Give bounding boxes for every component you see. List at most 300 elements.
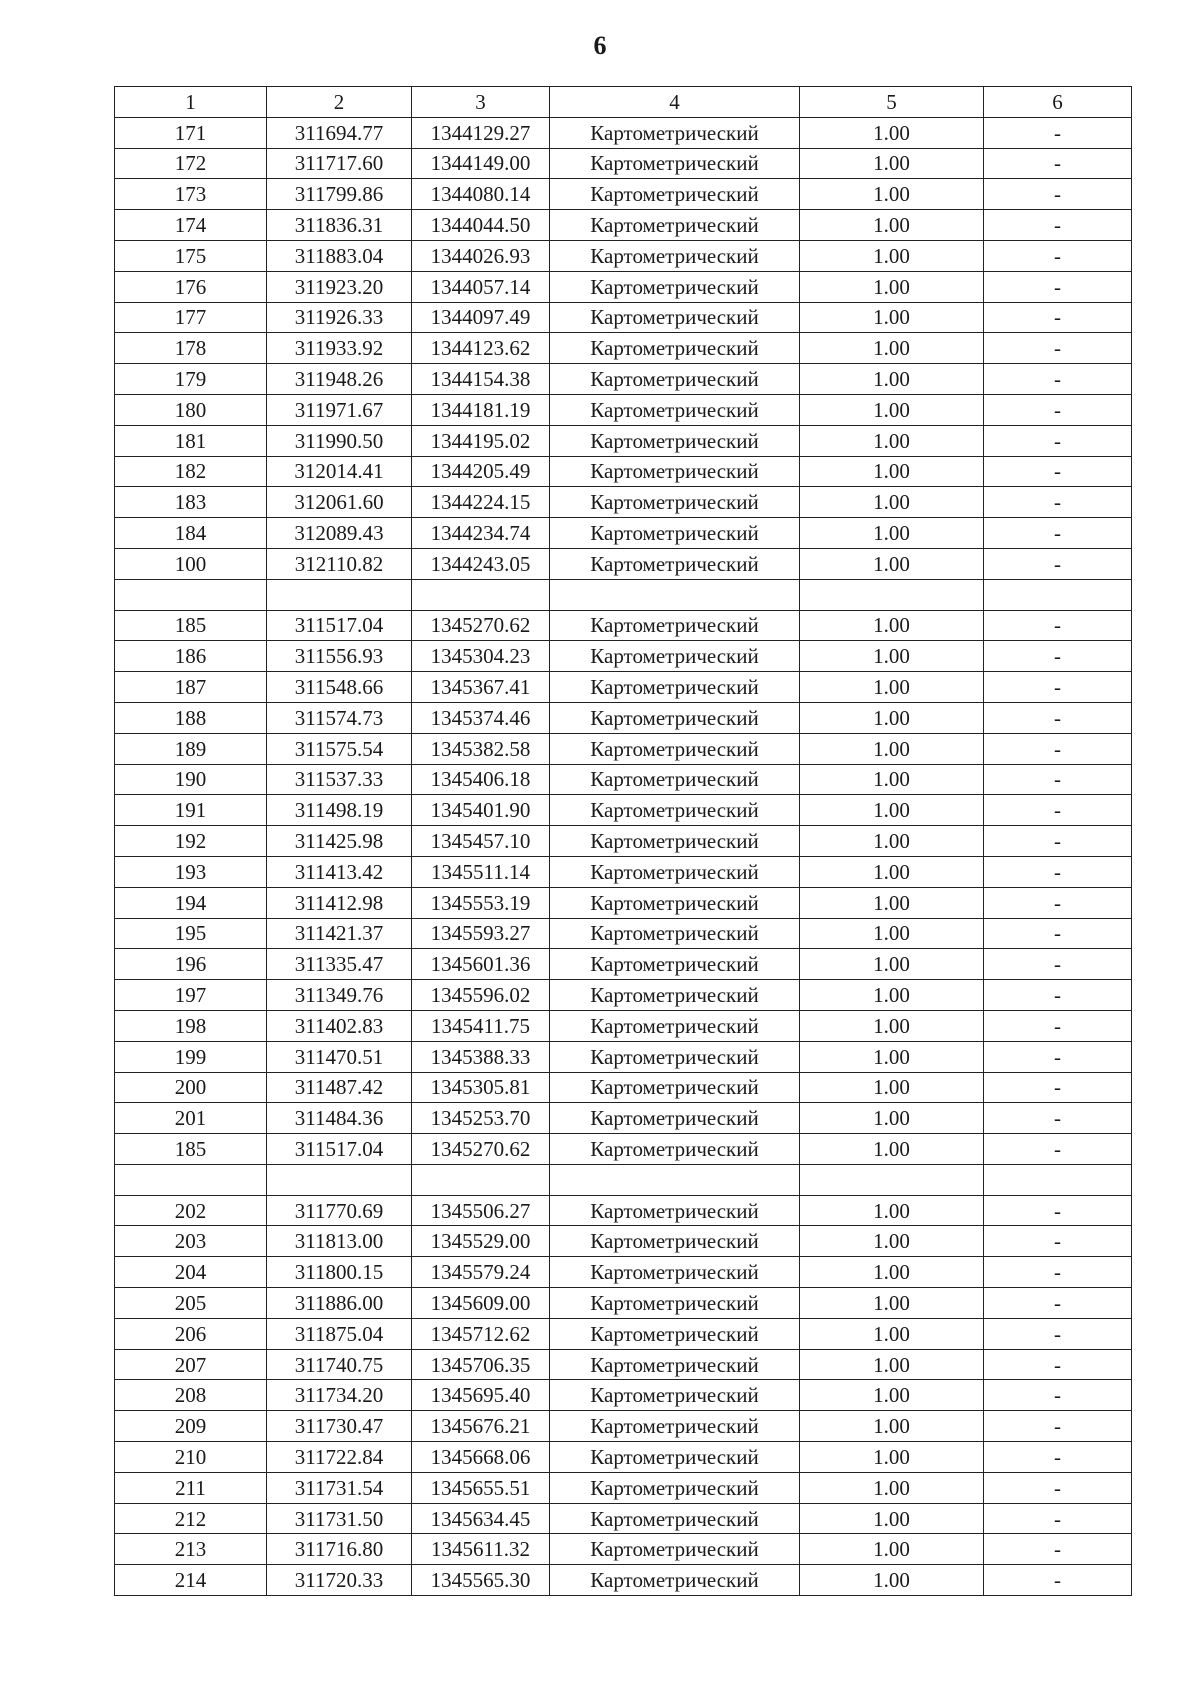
accuracy-cell: 1.00 [800, 733, 984, 764]
method-cell: Картометрический [550, 949, 800, 980]
table-row [115, 672, 1132, 703]
y-coordinate-cell: 1345596.02 [412, 980, 550, 1011]
table-header [115, 87, 1132, 118]
table-row [115, 1318, 1132, 1349]
y-coordinate-cell: 1344243.05 [412, 548, 550, 579]
note-cell: - [984, 1257, 1132, 1288]
point-number-cell: 171 [115, 117, 267, 148]
column-header: 4 [550, 87, 800, 118]
note-cell: - [984, 610, 1132, 641]
point-number-cell: 175 [115, 240, 267, 271]
x-coordinate-cell: 311484.36 [267, 1103, 412, 1134]
note-cell: - [984, 1288, 1132, 1319]
x-coordinate-cell: 311730.47 [267, 1411, 412, 1442]
y-coordinate-cell: 1344195.02 [412, 425, 550, 456]
method-cell: Картометрический [550, 733, 800, 764]
table-row [115, 364, 1132, 395]
y-coordinate-cell: 1345676.21 [412, 1411, 550, 1442]
y-coordinate-cell: 1345655.51 [412, 1472, 550, 1503]
note-cell: - [984, 333, 1132, 364]
table-row [115, 795, 1132, 826]
table-row [115, 826, 1132, 857]
method-cell: Картометрический [550, 394, 800, 425]
table-row [115, 1534, 1132, 1565]
x-coordinate-cell: 312061.60 [267, 487, 412, 518]
note-cell: - [984, 1442, 1132, 1473]
y-coordinate-cell: 1345457.10 [412, 826, 550, 857]
point-number-cell: 197 [115, 980, 267, 1011]
method-cell: Картометрический [550, 887, 800, 918]
table-row [115, 1041, 1132, 1072]
point-number-cell: 203 [115, 1226, 267, 1257]
y-coordinate-cell: 1344080.14 [412, 179, 550, 210]
accuracy-cell: 1.00 [800, 425, 984, 456]
table-row [115, 1349, 1132, 1380]
note-cell: - [984, 1041, 1132, 1072]
table-row [115, 487, 1132, 518]
table-row [115, 1472, 1132, 1503]
table-row [115, 117, 1132, 148]
table-row [115, 702, 1132, 733]
point-number-cell: 100 [115, 548, 267, 579]
column-header: 3 [412, 87, 550, 118]
method-cell: Картометрический [550, 364, 800, 395]
table-row [115, 394, 1132, 425]
accuracy-cell [800, 579, 984, 610]
x-coordinate-cell: 311722.84 [267, 1442, 412, 1473]
x-coordinate-cell: 311556.93 [267, 641, 412, 672]
note-cell: - [984, 795, 1132, 826]
x-coordinate-cell: 311813.00 [267, 1226, 412, 1257]
x-coordinate-cell: 311875.04 [267, 1318, 412, 1349]
y-coordinate-cell: 1344181.19 [412, 394, 550, 425]
x-coordinate-cell [267, 1164, 412, 1195]
table-row [115, 1226, 1132, 1257]
table-row [115, 1134, 1132, 1165]
point-number-cell: 189 [115, 733, 267, 764]
x-coordinate-cell: 311923.20 [267, 271, 412, 302]
x-coordinate-cell: 311425.98 [267, 826, 412, 857]
y-coordinate-cell: 1345382.58 [412, 733, 550, 764]
method-cell: Картометрический [550, 240, 800, 271]
x-coordinate-cell: 311990.50 [267, 425, 412, 456]
table-row [115, 210, 1132, 241]
table-row [115, 179, 1132, 210]
note-cell: - [984, 1472, 1132, 1503]
point-number-cell: 185 [115, 1134, 267, 1165]
y-coordinate-cell: 1345634.45 [412, 1503, 550, 1534]
method-cell: Картометрический [550, 1288, 800, 1319]
column-header: 5 [800, 87, 984, 118]
y-coordinate-cell: 1345553.19 [412, 887, 550, 918]
y-coordinate-cell: 1345601.36 [412, 949, 550, 980]
note-cell: - [984, 980, 1132, 1011]
method-cell: Картометрический [550, 641, 800, 672]
note-cell [984, 1164, 1132, 1195]
y-coordinate-cell: 1344154.38 [412, 364, 550, 395]
x-coordinate-cell: 311799.86 [267, 179, 412, 210]
x-coordinate-cell: 311933.92 [267, 333, 412, 364]
point-number-cell: 178 [115, 333, 267, 364]
method-cell: Картометрический [550, 1411, 800, 1442]
accuracy-cell: 1.00 [800, 1318, 984, 1349]
point-number-cell: 182 [115, 456, 267, 487]
x-coordinate-cell: 311770.69 [267, 1195, 412, 1226]
method-cell: Картометрический [550, 425, 800, 456]
point-number-cell: 209 [115, 1411, 267, 1442]
note-cell: - [984, 672, 1132, 703]
point-number-cell: 179 [115, 364, 267, 395]
table-row [115, 1380, 1132, 1411]
y-coordinate-cell: 1345411.75 [412, 1010, 550, 1041]
page-number: 6 [593, 31, 607, 60]
y-coordinate-cell: 1345406.18 [412, 764, 550, 795]
method-cell: Картометрический [550, 856, 800, 887]
method-cell: Картометрический [550, 1380, 800, 1411]
note-cell: - [984, 1349, 1132, 1380]
x-coordinate-cell: 311575.54 [267, 733, 412, 764]
note-cell: - [984, 1411, 1132, 1442]
method-cell: Картометрический [550, 795, 800, 826]
accuracy-cell: 1.00 [800, 1534, 984, 1565]
accuracy-cell: 1.00 [800, 702, 984, 733]
x-coordinate-cell: 311402.83 [267, 1010, 412, 1041]
table-row [115, 579, 1132, 610]
y-coordinate-cell: 1345511.14 [412, 856, 550, 887]
x-coordinate-cell: 311335.47 [267, 949, 412, 980]
method-cell: Картометрический [550, 826, 800, 857]
column-header: 2 [267, 87, 412, 118]
x-coordinate-cell: 311517.04 [267, 610, 412, 641]
point-number-cell: 199 [115, 1041, 267, 1072]
method-cell [550, 579, 800, 610]
column-header: 6 [984, 87, 1132, 118]
x-coordinate-cell: 311537.33 [267, 764, 412, 795]
point-number-cell: 194 [115, 887, 267, 918]
table-row [115, 271, 1132, 302]
y-coordinate-cell: 1345253.70 [412, 1103, 550, 1134]
point-number-cell: 196 [115, 949, 267, 980]
x-coordinate-cell: 312110.82 [267, 548, 412, 579]
accuracy-cell: 1.00 [800, 333, 984, 364]
point-number-cell: 186 [115, 641, 267, 672]
point-number-cell: 195 [115, 918, 267, 949]
method-cell: Картометрический [550, 702, 800, 733]
accuracy-cell: 1.00 [800, 672, 984, 703]
point-number-cell: 180 [115, 394, 267, 425]
table-row [115, 764, 1132, 795]
x-coordinate-cell: 311716.80 [267, 1534, 412, 1565]
accuracy-cell: 1.00 [800, 117, 984, 148]
note-cell: - [984, 456, 1132, 487]
x-coordinate-cell: 311948.26 [267, 364, 412, 395]
accuracy-cell: 1.00 [800, 271, 984, 302]
coordinates-table [114, 86, 1132, 1596]
accuracy-cell: 1.00 [800, 179, 984, 210]
note-cell: - [984, 856, 1132, 887]
y-coordinate-cell: 1345305.81 [412, 1072, 550, 1103]
method-cell: Картометрический [550, 548, 800, 579]
accuracy-cell: 1.00 [800, 148, 984, 179]
y-coordinate-cell: 1344123.62 [412, 333, 550, 364]
method-cell: Картометрический [550, 271, 800, 302]
accuracy-cell: 1.00 [800, 302, 984, 333]
y-coordinate-cell [412, 579, 550, 610]
y-coordinate-cell: 1344057.14 [412, 271, 550, 302]
point-number-cell: 206 [115, 1318, 267, 1349]
accuracy-cell: 1.00 [800, 1072, 984, 1103]
x-coordinate-cell: 311734.20 [267, 1380, 412, 1411]
table-row [115, 240, 1132, 271]
y-coordinate-cell: 1344129.27 [412, 117, 550, 148]
table-row [115, 610, 1132, 641]
table-row [115, 1195, 1132, 1226]
point-number-cell: 213 [115, 1534, 267, 1565]
x-coordinate-cell: 311883.04 [267, 240, 412, 271]
method-cell: Картометрический [550, 1010, 800, 1041]
accuracy-cell: 1.00 [800, 364, 984, 395]
point-number-cell: 192 [115, 826, 267, 857]
accuracy-cell: 1.00 [800, 548, 984, 579]
table-row [115, 1565, 1132, 1596]
accuracy-cell: 1.00 [800, 1565, 984, 1596]
note-cell: - [984, 1134, 1132, 1165]
x-coordinate-cell: 311731.50 [267, 1503, 412, 1534]
point-number-cell: 202 [115, 1195, 267, 1226]
table-row [115, 425, 1132, 456]
table-row [115, 1072, 1132, 1103]
x-coordinate-cell: 311720.33 [267, 1565, 412, 1596]
point-number-cell: 176 [115, 271, 267, 302]
point-number-cell: 173 [115, 179, 267, 210]
table-row [115, 1411, 1132, 1442]
y-coordinate-cell: 1345579.24 [412, 1257, 550, 1288]
y-coordinate-cell: 1345706.35 [412, 1349, 550, 1380]
note-cell: - [984, 148, 1132, 179]
note-cell: - [984, 1195, 1132, 1226]
method-cell: Картометрический [550, 764, 800, 795]
x-coordinate-cell: 311886.00 [267, 1288, 412, 1319]
table-row [115, 918, 1132, 949]
method-cell: Картометрический [550, 148, 800, 179]
x-coordinate-cell: 311836.31 [267, 210, 412, 241]
method-cell: Картометрический [550, 1072, 800, 1103]
accuracy-cell: 1.00 [800, 1103, 984, 1134]
method-cell: Картометрический [550, 980, 800, 1011]
note-cell: - [984, 518, 1132, 549]
y-coordinate-cell: 1344205.49 [412, 456, 550, 487]
method-cell: Картометрический [550, 1318, 800, 1349]
accuracy-cell: 1.00 [800, 887, 984, 918]
point-number-cell: 177 [115, 302, 267, 333]
table-body [115, 117, 1132, 1595]
note-cell: - [984, 210, 1132, 241]
table-row [115, 1442, 1132, 1473]
table-row [115, 641, 1132, 672]
table-row [115, 548, 1132, 579]
method-cell: Картометрический [550, 1226, 800, 1257]
accuracy-cell: 1.00 [800, 240, 984, 271]
method-cell: Картометрический [550, 1195, 800, 1226]
accuracy-cell: 1.00 [800, 856, 984, 887]
method-cell: Картометрический [550, 1349, 800, 1380]
y-coordinate-cell: 1344044.50 [412, 210, 550, 241]
table-row [115, 1288, 1132, 1319]
note-cell: - [984, 1534, 1132, 1565]
table-row [115, 733, 1132, 764]
method-cell [550, 1164, 800, 1195]
method-cell: Картометрический [550, 610, 800, 641]
accuracy-cell: 1.00 [800, 518, 984, 549]
y-coordinate-cell: 1345712.62 [412, 1318, 550, 1349]
x-coordinate-cell: 311740.75 [267, 1349, 412, 1380]
method-cell: Картометрический [550, 672, 800, 703]
method-cell: Картометрический [550, 117, 800, 148]
method-cell: Картометрический [550, 1103, 800, 1134]
accuracy-cell: 1.00 [800, 1288, 984, 1319]
accuracy-cell: 1.00 [800, 1380, 984, 1411]
note-cell: - [984, 1318, 1132, 1349]
note-cell: - [984, 179, 1132, 210]
point-number-cell: 210 [115, 1442, 267, 1473]
x-coordinate-cell: 311926.33 [267, 302, 412, 333]
table-row [115, 949, 1132, 980]
point-number-cell: 187 [115, 672, 267, 703]
point-number-cell: 200 [115, 1072, 267, 1103]
note-cell: - [984, 1103, 1132, 1134]
table-row [115, 1010, 1132, 1041]
note-cell: - [984, 302, 1132, 333]
point-number-cell: 201 [115, 1103, 267, 1134]
method-cell: Картометрический [550, 1565, 800, 1596]
note-cell: - [984, 949, 1132, 980]
accuracy-cell: 1.00 [800, 1195, 984, 1226]
y-coordinate-cell: 1345565.30 [412, 1565, 550, 1596]
note-cell: - [984, 117, 1132, 148]
method-cell: Картометрический [550, 333, 800, 364]
accuracy-cell: 1.00 [800, 1472, 984, 1503]
x-coordinate-cell: 311800.15 [267, 1257, 412, 1288]
point-number-cell: 183 [115, 487, 267, 518]
accuracy-cell: 1.00 [800, 795, 984, 826]
note-cell: - [984, 641, 1132, 672]
accuracy-cell: 1.00 [800, 210, 984, 241]
accuracy-cell: 1.00 [800, 456, 984, 487]
point-number-cell: 188 [115, 702, 267, 733]
accuracy-cell: 1.00 [800, 980, 984, 1011]
accuracy-cell: 1.00 [800, 610, 984, 641]
y-coordinate-cell: 1345593.27 [412, 918, 550, 949]
y-coordinate-cell: 1345270.62 [412, 610, 550, 641]
method-cell: Картометрический [550, 1472, 800, 1503]
accuracy-cell: 1.00 [800, 1134, 984, 1165]
x-coordinate-cell: 311694.77 [267, 117, 412, 148]
x-coordinate-cell: 311731.54 [267, 1472, 412, 1503]
x-coordinate-cell: 312089.43 [267, 518, 412, 549]
note-cell: - [984, 1503, 1132, 1534]
y-coordinate-cell: 1344026.93 [412, 240, 550, 271]
y-coordinate-cell: 1345374.46 [412, 702, 550, 733]
point-number-cell [115, 579, 267, 610]
x-coordinate-cell: 311413.42 [267, 856, 412, 887]
accuracy-cell: 1.00 [800, 918, 984, 949]
y-coordinate-cell: 1344234.74 [412, 518, 550, 549]
accuracy-cell: 1.00 [800, 1041, 984, 1072]
y-coordinate-cell: 1345401.90 [412, 795, 550, 826]
table-row [115, 456, 1132, 487]
accuracy-cell: 1.00 [800, 949, 984, 980]
note-cell: - [984, 764, 1132, 795]
accuracy-cell: 1.00 [800, 1257, 984, 1288]
point-number-cell: 212 [115, 1503, 267, 1534]
table-row [115, 148, 1132, 179]
accuracy-cell: 1.00 [800, 641, 984, 672]
point-number-cell: 190 [115, 764, 267, 795]
note-cell: - [984, 918, 1132, 949]
y-coordinate-cell: 1344097.49 [412, 302, 550, 333]
header-row [115, 87, 1132, 118]
table-row [115, 333, 1132, 364]
method-cell: Картометрический [550, 1257, 800, 1288]
method-cell: Картометрический [550, 179, 800, 210]
accuracy-cell: 1.00 [800, 1442, 984, 1473]
accuracy-cell: 1.00 [800, 487, 984, 518]
method-cell: Картометрический [550, 1534, 800, 1565]
point-number-cell: 181 [115, 425, 267, 456]
y-coordinate-cell: 1345367.41 [412, 672, 550, 703]
x-coordinate-cell: 311487.42 [267, 1072, 412, 1103]
accuracy-cell: 1.00 [800, 1503, 984, 1534]
method-cell: Картометрический [550, 918, 800, 949]
y-coordinate-cell: 1345304.23 [412, 641, 550, 672]
note-cell: - [984, 1565, 1132, 1596]
method-cell: Картометрический [550, 487, 800, 518]
note-cell: - [984, 826, 1132, 857]
note-cell: - [984, 1226, 1132, 1257]
method-cell: Картометрический [550, 518, 800, 549]
note-cell: - [984, 1380, 1132, 1411]
method-cell: Картометрический [550, 1503, 800, 1534]
method-cell: Картометрический [550, 302, 800, 333]
x-coordinate-cell: 311548.66 [267, 672, 412, 703]
note-cell: - [984, 364, 1132, 395]
note-cell: - [984, 733, 1132, 764]
x-coordinate-cell: 311971.67 [267, 394, 412, 425]
method-cell: Картометрический [550, 1134, 800, 1165]
x-coordinate-cell: 311412.98 [267, 887, 412, 918]
point-number-cell: 208 [115, 1380, 267, 1411]
note-cell [984, 579, 1132, 610]
table-row [115, 1257, 1132, 1288]
accuracy-cell: 1.00 [800, 1226, 984, 1257]
table-row [115, 856, 1132, 887]
note-cell: - [984, 240, 1132, 271]
table-row [115, 302, 1132, 333]
point-number-cell [115, 1164, 267, 1195]
point-number-cell: 174 [115, 210, 267, 241]
note-cell: - [984, 487, 1132, 518]
note-cell: - [984, 1010, 1132, 1041]
point-number-cell: 211 [115, 1472, 267, 1503]
accuracy-cell: 1.00 [800, 1411, 984, 1442]
accuracy-cell: 1.00 [800, 1010, 984, 1041]
point-number-cell: 205 [115, 1288, 267, 1319]
point-number-cell: 193 [115, 856, 267, 887]
x-coordinate-cell: 311498.19 [267, 795, 412, 826]
y-coordinate-cell: 1345695.40 [412, 1380, 550, 1411]
point-number-cell: 172 [115, 148, 267, 179]
y-coordinate-cell: 1345270.62 [412, 1134, 550, 1165]
